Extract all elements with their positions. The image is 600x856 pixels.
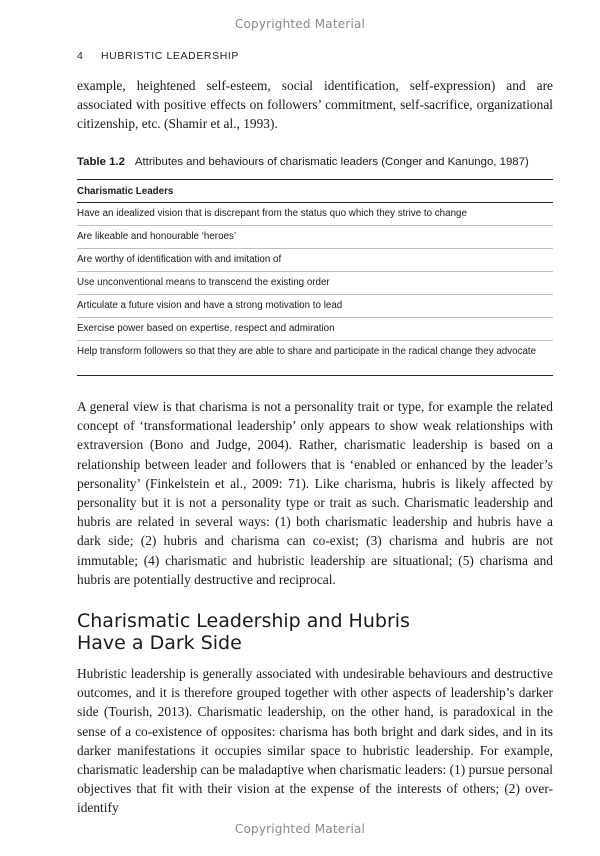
table-row xyxy=(77,341,553,376)
table-row xyxy=(77,272,553,295)
running-head-title: HUBRISTIC LEADERSHIP xyxy=(100,50,240,62)
table-row xyxy=(77,249,553,272)
table-cell: Articulate a future vision and have a strong motivation to lead xyxy=(77,295,553,318)
table-cell: Exercise power based on expertise, respect and admiration xyxy=(77,318,553,341)
page-number: 4 xyxy=(77,50,84,62)
table-row xyxy=(77,226,553,249)
section-heading-line-2: Have a Dark Side xyxy=(77,632,242,654)
charismatic-attributes-table xyxy=(77,179,553,376)
table-cell: Use unconventional means to transcend the existing order xyxy=(77,272,553,295)
paragraph-2: A general view is that charisma is not a personality trait or type, for example the related concept of ‘transformational leadership’ only appears to show weak relationships with extraversion (Bono and Judge, 2004). Rather, charismatic leadership is based on a relationship between leader and followers that is ‘enabled or enhanced by the leader’s personality’ (Finkelstein et al., 2009: 71). Like charisma, hubris is likely affected by personality but it is not a personality type or trait as such. Charismatic leadership and hubris are related in several ways: (1) both charismatic leadership and hubris have a dark side; (2) hubris and charisma can co-exist; (3) charisma and hubris are not immutable; (4) charismatic and hubristic leadership are situational; (5) charisma and hubris are potentially destructive and reciprocal. xyxy=(77,399,553,587)
section-heading xyxy=(77,610,557,654)
table-cell: Help transform followers so that they are able to share and participate in the radical change they advocate xyxy=(77,341,553,376)
table-title: Attributes and behaviours of charismatic leaders (Conger and Kanungo, 1987) xyxy=(134,156,529,168)
table-cell: Have an idealized vision that is discrepant from the status quo which they strive to change xyxy=(77,203,553,226)
table-row xyxy=(77,203,553,226)
table-cell: Are worthy of identification with and imitation of xyxy=(77,249,553,272)
table-row xyxy=(77,318,553,341)
table-label: Table 1.2 xyxy=(77,156,125,168)
paragraph-1: example, heightened self-esteem, social identification, self-expression) and are associated with positive effects on followers’ commitment, self-sacrifice, organizational citizenship, etc. (Shamir et al., 1993). xyxy=(77,78,553,132)
paragraph-3: Hubristic leadership is generally associated with undesirable behaviours and destructive outcomes, and it is therefore grouped together with other aspects of leadership’s darker side (Tourish, 2013). Charismatic leadership, on the other hand, is paradoxical in the sense of a co-existence of opposites: charisma has both bright and dark sides, and in its darker manifestations it occupies similar space to hubristic leadership. For example, charismatic leadership can be maladaptive when charismatic leaders: (1) pursue personal objectives that fit with their vision at the expense of the interests of others; (2) over-identify xyxy=(77,666,553,816)
running-head xyxy=(77,50,239,62)
table-caption xyxy=(77,156,557,168)
table-row xyxy=(77,295,553,318)
table-cell: Are likeable and honourable ‘heroes’ xyxy=(77,226,553,249)
copyright-watermark-bottom: Copyrighted Material xyxy=(234,822,366,836)
copyright-watermark-top: Copyrighted Material xyxy=(234,17,366,31)
section-heading-line-1: Charismatic Leadership and Hubris xyxy=(77,610,410,632)
table-header-cell: Charismatic Leaders xyxy=(77,180,553,203)
table-header-row xyxy=(77,180,553,203)
